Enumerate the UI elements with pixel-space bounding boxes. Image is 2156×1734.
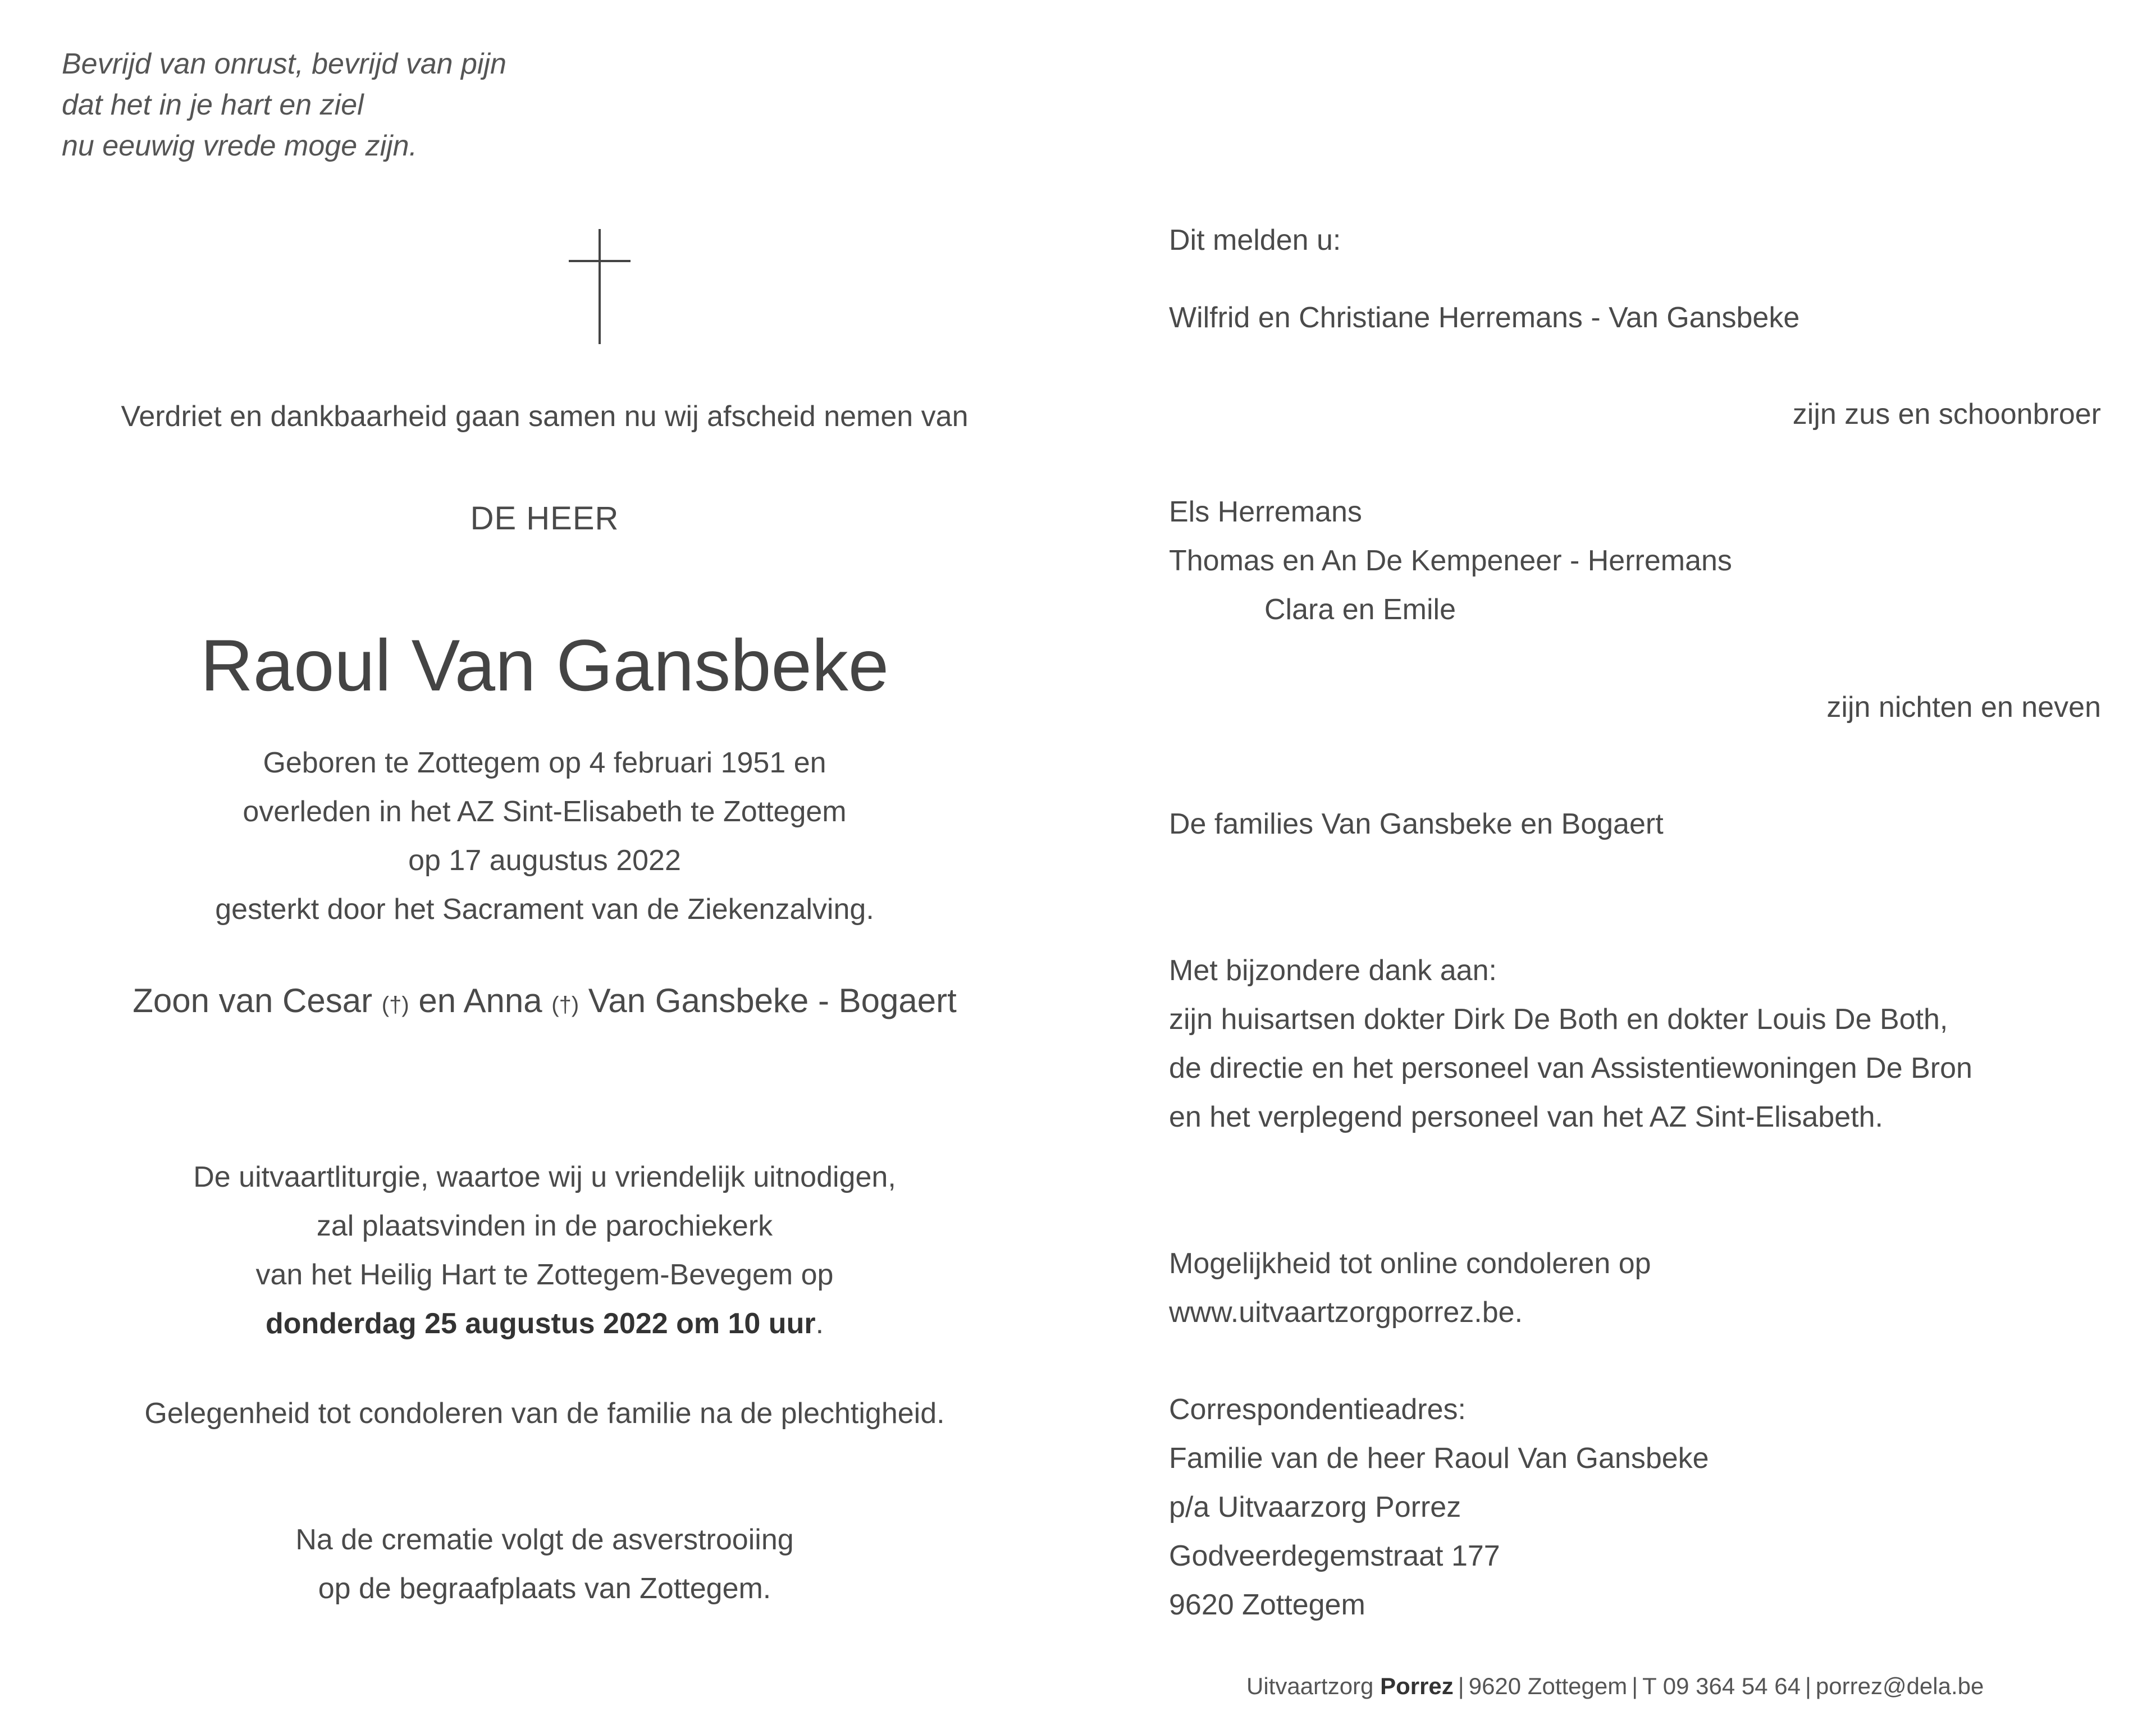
intro-text: Verdriet en dankbaarheid gaan samen nu wij afscheid nemen van [121,400,969,433]
email-link[interactable]: porrez@dela.be [1815,1673,1984,1699]
cremation-details: Na de crematie volgt de asverstrooiing op de begraafplaats van Zottegem. [295,1523,794,1605]
life-line: Geboren te Zottegem op 4 februari 1951 en [263,747,826,779]
liturgy-date: donderdag 25 augustus 2022 om 10 uur [265,1307,816,1340]
brand-name: Porrez [1380,1673,1454,1699]
parents-line: Zoon van Cesar (†) en Anna (†) Van Gansbeke - Bogaert [133,982,957,1019]
website-link[interactable]: www.uitvaartzorgporrez.be. [1169,1296,1523,1329]
online-condolence-block: Mogelijkheid tot online condoleren op www.uitvaartzorgporrez.be. [1169,1239,1651,1337]
family-role: zijn nichten en neven [1826,691,2101,724]
life-line: overleden in het AZ Sint-Elisabeth te Zottegem [243,795,847,828]
family-line: Clara en Emile [1264,593,1456,626]
announce-text: Dit melden u: [1169,224,1341,257]
poem-line: nu eeuwig vrede moge zijn. [62,130,418,162]
life-line: op 17 augustus 2022 [408,844,681,877]
family-role: zijn zus en schoonbroer [1792,398,2101,431]
family-line: Thomas en An De Kempeneer - Herremans [1169,545,1732,577]
right-column [1169,0,2101,1734]
family-line: Wilfrid en Christiane Herremans - Van Gansbeke [1169,301,1800,334]
life-details [39,739,1050,934]
thanks-block: Met bijzondere dank aan: zijn huisartsen dokter Dirk De Both en dokter Louis De Both, de directie en het personeel van Assistentiewoningen De Bron en het verplegend personeel van het AZ Sint-Elisabeth. [1169,954,1972,1133]
life-line: gesterkt door het Sacrament van de Ziekenzalving. [215,893,874,926]
cross-icon [569,229,631,344]
condolence-text: Gelegenheid tot condoleren van de familie na de plechtigheid. [144,1397,945,1430]
poem-line: dat het in je hart en ziel [62,89,364,121]
family-line: Els Herremans [1169,496,1362,528]
liturgy-details: De uitvaartliturgie, waartoe wij u vriendelijk uitnodigen, zal plaatsvinden in de parochiekerk van het Heilig Hart te Zottegem-Bevegem op donderdag 25 augustus 2022 om 10 uur. [193,1161,896,1340]
left-column [39,0,1050,1734]
dagger-mark: (†) [381,992,409,1017]
poem-line: Bevrijd van onrust, bevrijd van pijn [62,48,506,80]
address-block: Correspondentieadres: Familie van de heer Raoul Van Gansbeke p/a Uitvaarzorg Porrez Godveerdegemstraat 177 9620 Zottegem [1169,1393,1709,1621]
deceased-name: Raoul Van Gansbeke [200,624,889,706]
families-line: De families Van Gansbeke en Bogaert [1169,808,1664,840]
dagger-mark: (†) [551,992,579,1017]
honorific: DE HEER [470,500,619,537]
footer: Uitvaartzorg Porrez | 9620 Zottegem | T 09 364 54 64 | porrez@dela.be [1246,1673,1984,1699]
